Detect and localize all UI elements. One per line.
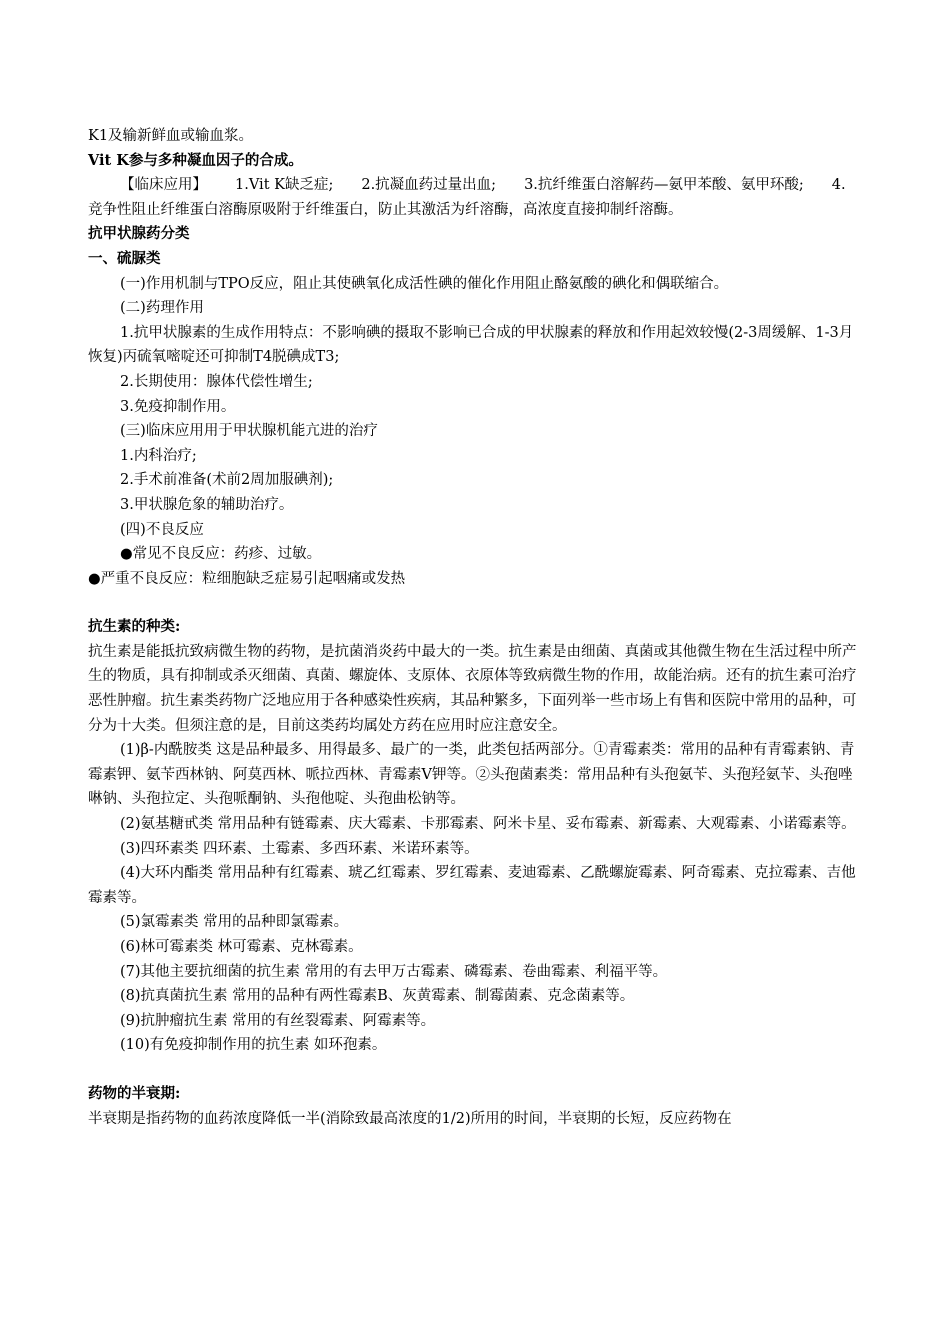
thyroid-item: 2.长期使用：腺体代偿性增生;: [120, 373, 313, 390]
antibiotic-class-item: (1)β-内酰胺类 这是品种最多、用得最多、最广的一类，此类包括两部分。①青霉素类：常用的品种有青霉素钠、青霉素钾、氨苄西林钠、阿莫西林、哌拉西林、青霉素V钾等。②头孢菌素类：常用品种有头孢氨苄、头孢羟氨苄、头孢唑啉钠、头孢拉定、头孢哌酮钠、头孢他啶、头孢曲松钠等。: [88, 742, 855, 808]
clinical-label: 【临床应用】: [120, 177, 207, 194]
antibiotic-class-item: (7)其他主要抗细菌的抗生素 常用的有去甲万古霉素、磷霉素、卷曲霉素、利福平等。: [120, 963, 668, 980]
thyroid-item: 3.甲状腺危象的辅助治疗。: [120, 496, 294, 513]
antibiotics-title: 抗生素的种类:: [88, 618, 181, 636]
vitk-heading: Vit K参与多种凝血因子的合成。: [88, 151, 303, 169]
halflife-text: 半衰期是指药物的血药浓度降低一半(消除致最高浓度的1/2)所用的时间，半衰期的长短，反应药物在: [88, 1110, 732, 1127]
antibiotic-class-item: (10)有免疫抑制作用的抗生素 如环孢素。: [120, 1037, 387, 1054]
antibiotic-class-item: (5)氯霉素类 常用的品种即氯霉素。: [120, 914, 349, 931]
thyroid-item: (四)不良反应: [120, 521, 204, 538]
thyroid-item: 1.内科治疗;: [120, 447, 197, 464]
antibiotic-class-item: (8)抗真菌抗生素 常用的品种有两性霉素B、灰黄霉素、制霉菌素、克念菌素等。: [120, 988, 635, 1005]
clinical-item-4: 4.竞争性阻止纤维蛋白溶酶原吸附于纤维蛋白，防止其激活为纤溶酶，高浓度直接抑制纤溶酶。: [88, 177, 846, 218]
thyroid-item: (三)临床应用用于甲状腺机能亢进的治疗: [120, 423, 378, 440]
thyroid-item: 1.抗甲状腺素的生成作用特点：不影响碘的摄取不影响已合成的甲状腺素的释放和作用起效较慢(2-3周缓解、1-3月恢复)丙硫氧嘧啶还可抑制T4脱碘成T3;: [88, 324, 854, 366]
thyroid-last-item: ●严重不良反应：粒细胞缺乏症易引起咽痛或发热: [88, 570, 406, 587]
clinical-item-1: 1.Vit K缺乏症;: [235, 177, 334, 194]
antibiotic-class-item: (3)四环素类 四环素、土霉素、多西环素、米诺环素等。: [120, 840, 479, 857]
halflife-title: 药物的半衰期:: [88, 1084, 181, 1102]
vitk-line: K1及输新鲜血或输血浆。: [88, 128, 254, 144]
thyroid-item: ●常见不良反应：药疹、过敏。: [120, 546, 322, 563]
antibiotic-class-item: (9)抗肿瘤抗生素 常用的有丝裂霉素、阿霉素等。: [120, 1012, 436, 1029]
thyroid-title: 抗甲状腺药分类: [88, 225, 190, 243]
antibiotics-intro: 抗生素是能抵抗致病微生物的药物，是抗菌消炎药中最大的一类。抗生素是由细菌、真菌或其他微生物在生活过程中所产生的物质，具有抑制或杀灭细菌、真菌、螺旋体、支原体、衣原体等致病微生物的作用，故能治病。还有的抗生素可治疗恶性肿瘤。抗生素类药物广泛地应用于各种感染性疾病，其品种繁多，下面列举一些市场上有售和医院中常用的品种，可分为十大类。但须注意的是，目前这类药均属处方药在应用时应注意安全。: [88, 643, 857, 734]
thyroid-item: (一)作用机制与TPO反应，阻止其使碘氧化成活性碘的催化作用阻止酪氨酸的碘化和偶联缩合。: [120, 275, 729, 292]
document-page: [88, 124, 860, 1131]
vitk-clinical-paragraph: [88, 173, 860, 222]
clinical-item-2: 2.抗凝血药过量出血;: [361, 177, 497, 194]
antibiotic-class-item: (4)大环内酯类 常用品种有红霉素、琥乙红霉素、罗红霉素、麦迪霉素、乙酰螺旋霉素、阿奇霉素、克拉霉素、吉他霉素等。: [88, 865, 856, 906]
spacer: [88, 591, 860, 615]
clinical-item-3: 3.抗纤维蛋白溶解药—氨甲苯酸、氨甲环酸;: [524, 177, 804, 194]
spacer: [88, 1058, 860, 1082]
antibiotic-class-item: (2)氨基糖甙类 常用品种有链霉素、庆大霉素、卡那霉素、阿米卡星、妥布霉素、新霉素、大观霉素、小诺霉素等。: [120, 816, 856, 833]
thyroid-item: 2.手术前准备(术前2周加服碘剂);: [120, 472, 334, 489]
thyroid-subtitle: 一、硫脲类: [88, 249, 161, 267]
antibiotic-class-item: (6)林可霉素类 林可霉素、克林霉素。: [120, 939, 363, 955]
thyroid-item: 3.免疫抑制作用。: [120, 398, 236, 415]
thyroid-item: (二)药理作用: [120, 300, 204, 317]
